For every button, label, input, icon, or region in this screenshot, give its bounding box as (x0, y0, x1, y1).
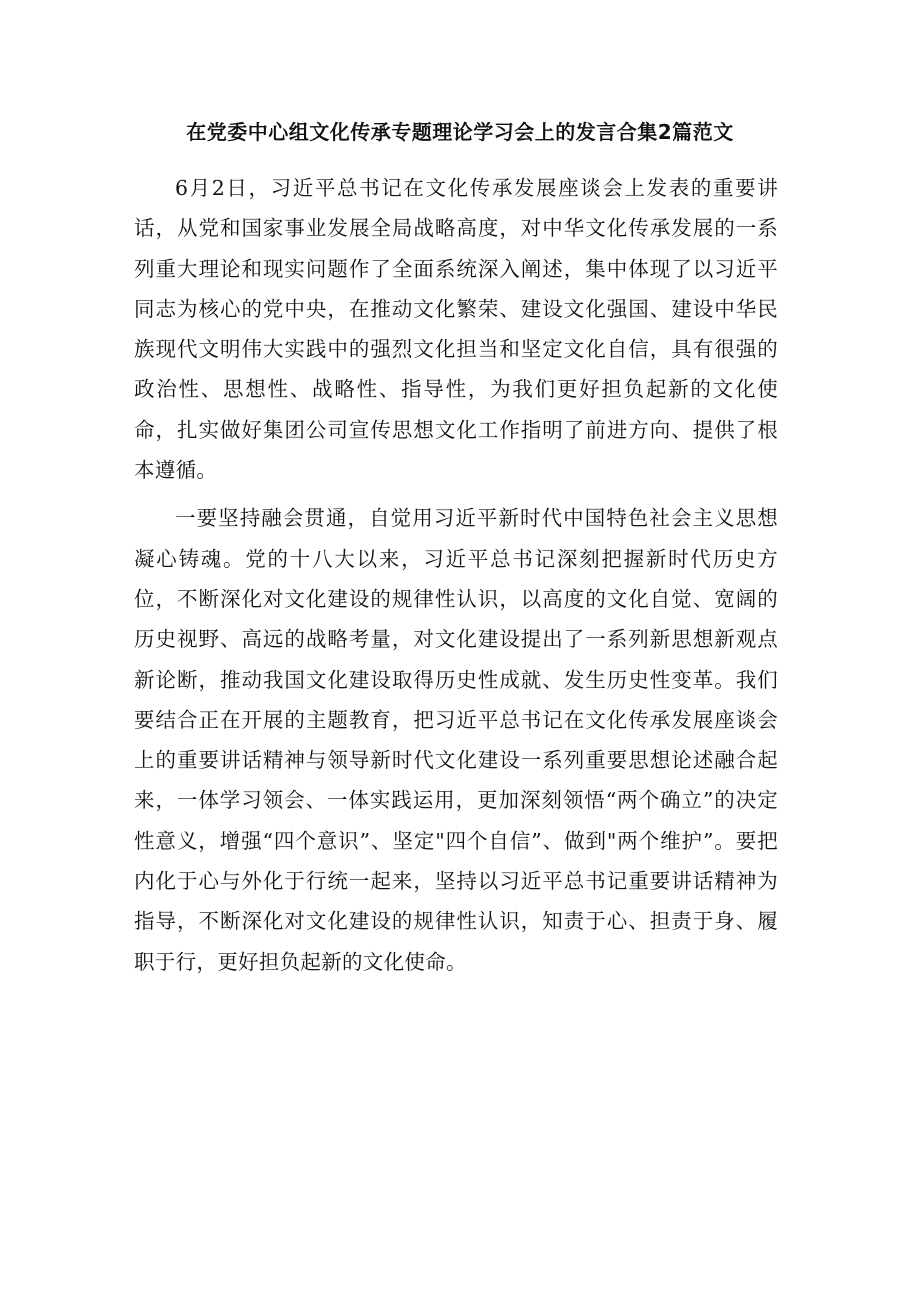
document-body (134, 168, 778, 982)
paragraph-1: 6月2日，习近平总书记在文化传承发展座谈会上发表的重要讲话，从党和国家事业发展全局战略高度，对中华文化传承发展的一系列重大理论和现实问题作了全面系统深入阐述，集中体现了以习近平同志为核心的党中央，在推动文化繁荣、建设文化强国、建设中华民族现代文明伟大实践中的强烈文化担当和坚定文化自信，具有很强的政治性、思想性、战略性、指导性，为我们更好担负起新的文化使命，扎实做好集团公司宣传思想文化工作指明了前进方向、提供了根本遵循。 (134, 176, 778, 483)
document-title: 在党委中心组文化传承专题理论学习会上的发言合集2篇范文 (186, 120, 734, 144)
paragraph-2: 一要坚持融会贯通，自觉用习近平新时代中国特色社会主义思想凝心铸魂。党的十八大以来，习近平总书记深刻把握新时代历史方位，不断深化对文化建设的规律性认识，以高度的文化自觉、宽阔的历史视野、高远的战略考量，对文化建设提出了一系列新思想新观点新论断，推动我国文化建设取得历史性成就、发生历史性变革。我们要结合正在开展的主题教育，把习近平总书记在文化传承发展座谈会上的重要讲话精神与领导新时代文化建设一系列重要思想论述融合起来，一体学习领会、一体实践运用，更加深刻领悟“两个确立”的决定性意义，增强“四个意识”、坚定"四个自信”、做到"两个维护”。要把内化于心与外化于行统一起来，坚持以习近平总书记重要讲话精神为指导，不断深化对文化建设的规律性认识，知责于心、担责于身、履职于行，更好担负起新的文化使命。 (134, 506, 778, 974)
